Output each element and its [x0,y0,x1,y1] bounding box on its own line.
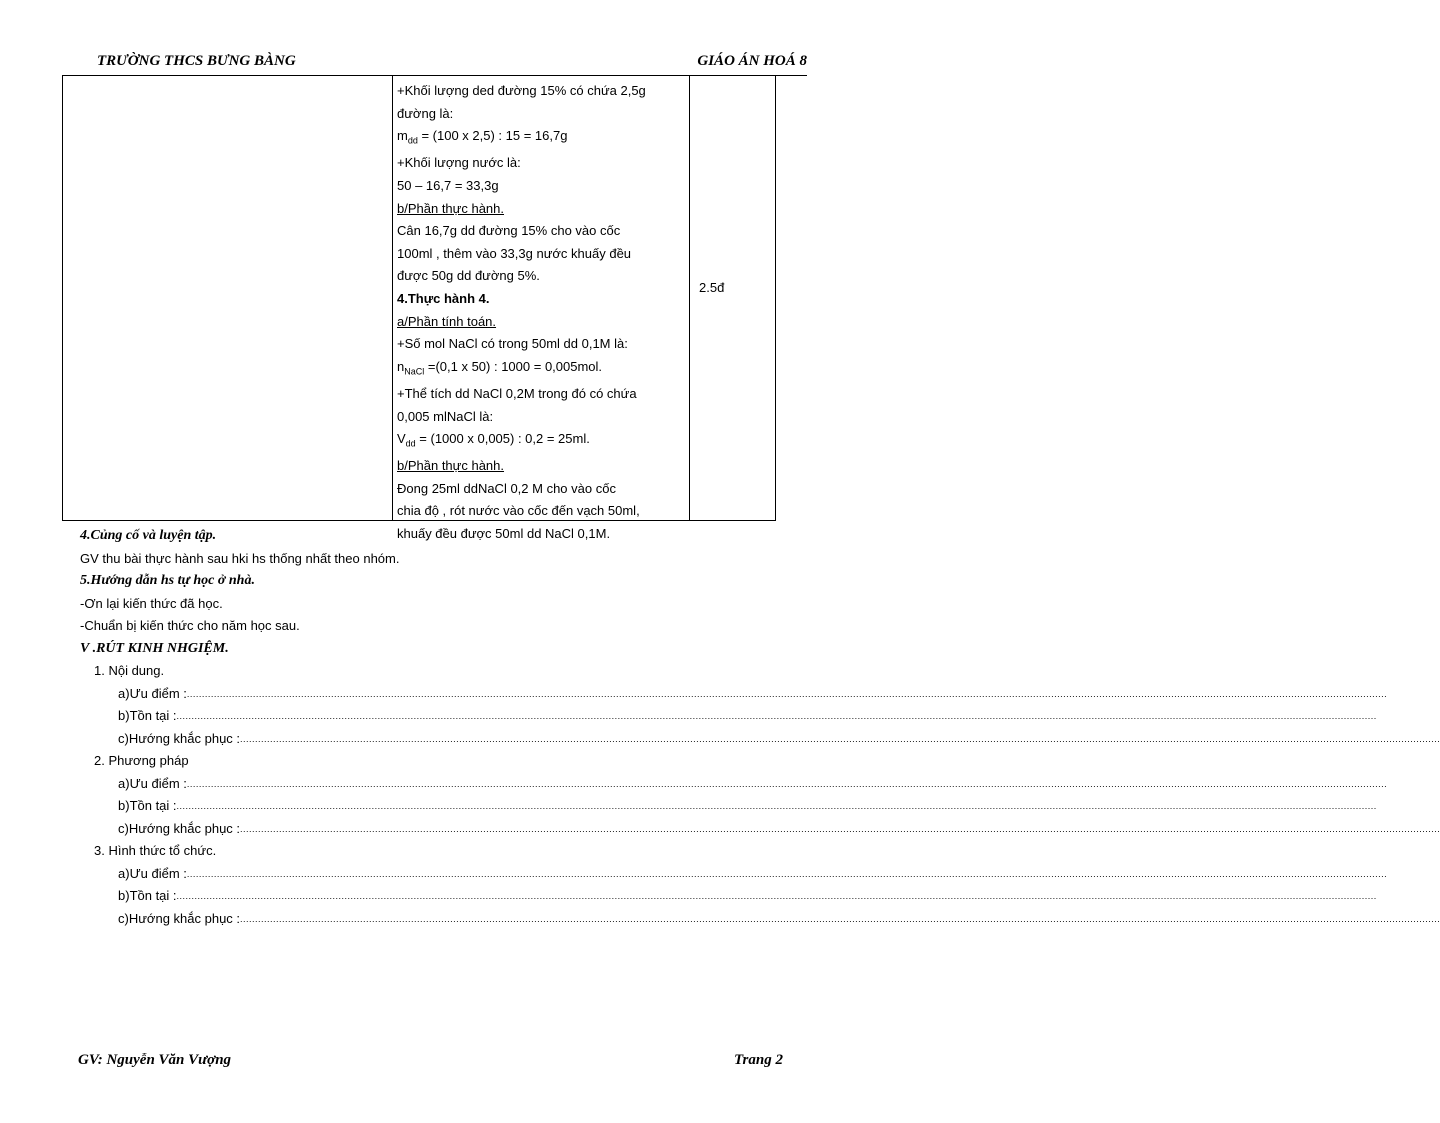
review-item [80,885,1377,908]
review-item [80,795,1377,818]
table-border-right [775,76,776,521]
review-item-label: c) [118,730,129,746]
table-divider-1 [392,76,393,521]
fill-in-dots[interactable]: ................................................................................................................................................................................................................................................................................................................................................................................................................ [240,733,1440,744]
fill-in-dots[interactable]: ................................................................................................................................................................................................................................................................................................................................................................................................................ [176,891,1377,901]
text-line: Đong 25ml ddNaCl 0,2 M cho vào cốc [397,480,616,496]
review-item-label: a) [118,685,130,701]
review-item-label: b) [118,798,130,813]
text-line: chia độ , rót nước vào cốc đến vạch 50ml, [397,503,640,519]
fill-in-dots[interactable]: ................................................................................................................................................................................................................................................................................................................................................................................................................ [186,778,1388,789]
fill-in-dots[interactable]: ................................................................................................................................................................................................................................................................................................................................................................................................................ [176,711,1377,721]
text-line: được 50g dd đường 5%. [397,268,540,284]
section-4-text: GV thu bài thực hành sau hki hs thống nhất theo nhóm. [80,550,400,566]
review-item-text: Hướng khắc phục : [128,910,241,926]
text-line: +Khối lượng nước là: [397,155,521,171]
subheading: b/Phần thực hành. [397,458,505,474]
review-item [80,773,1388,796]
text-line: +Thể tích dd NaCl 0,2M trong đó có chứa [397,385,637,401]
teacher-name: GV: Nguyễn Văn Vượng [78,1052,232,1068]
review-item-text: Hướng khắc phục : [128,730,241,746]
lesson-body [80,525,1440,930]
section-5-item: -Chuẩn bị kiến thức cho năm học sau. [80,618,300,633]
formula-line: $V_{dd} = (1000$ x 0,005) : 0,2 = 25ml. [397,431,590,449]
section-5-heading: 5.Hướng dẫn hs tự học ở nhà. [80,573,255,588]
review-list [80,660,1440,930]
fill-in-dots[interactable]: ................................................................................................................................................................................................................................................................................................................................................................................................................ [240,913,1440,924]
review-group-title: 3. Hình thức tổ chức. [94,843,217,858]
table-divider-2 [689,76,690,521]
text-line: +Số mol NaCl có trong 50ml dd 0,1M là: [397,336,628,352]
review-group-title: 1. Nội dung. [94,663,165,678]
text-line: 100ml , thêm vào 33,3g nước khuấy đều [397,245,632,261]
score-value: 2.5đ [699,280,725,295]
page-number: Trang 2 [733,1052,783,1068]
text-line: Cân 16,7g dd đường 15% cho vào cốc [397,223,621,239]
text-line: +Khối lượng ded đường 15% có chứa 2,5g [397,83,646,98]
review-item-label: b) [118,708,130,723]
fill-in-dots[interactable]: ................................................................................................................................................................................................................................................................................................................................................................................................................ [176,801,1377,811]
review-item-text: Ưu điểm : [129,775,187,791]
review-item [80,683,1388,706]
section-6-heading: V .RÚT KINH NHGIỆM. [80,640,229,656]
text-line: 50 – 16,7 = 33,3g [397,177,499,193]
text-line: 0,005 mlNaCl là: [397,408,494,424]
section-4-heading: 4.Củng cố và luyện tập. [80,528,217,543]
school-name: TRƯỜNG THCS BƯNG BÀNG [97,53,296,69]
fill-in-dots[interactable]: ................................................................................................................................................................................................................................................................................................................................................................................................................ [186,688,1388,699]
review-group-title: 2. Phương pháp [94,753,189,768]
text-line: khuấy đều được 50ml dd NaCl 0,1M. [397,526,611,542]
review-item [80,818,1440,841]
review-item-label: c) [118,910,129,926]
review-item [80,908,1440,931]
review-item-text: Tồn tại : [129,888,177,903]
review-item-text: Hướng khắc phục : [128,820,241,836]
formula-line: $n_{NaCl} =(0,1$ x 50) : 1000 = 0,005mol. [397,358,603,377]
review-item-label: c) [118,820,129,836]
subheading: b/Phần thực hành. [397,200,505,216]
activity-cell [397,80,687,546]
review-item-text: Ưu điểm : [129,865,187,881]
review-item-label: a) [118,865,130,881]
text-line: đường là: [397,105,454,121]
page-header [97,53,807,75]
review-item [80,705,1377,728]
review-item-label: b) [118,888,130,903]
review-item [80,863,1388,886]
subject-title: GIÁO ÁN HOÁ 8 [697,53,807,69]
formula-line: $m_{dd} = (100$ x 2,5) : 15 = 16,7g [397,128,568,146]
fill-in-dots[interactable]: ................................................................................................................................................................................................................................................................................................................................................................................................................ [186,868,1388,879]
review-item [80,728,1440,751]
subheading: a/Phần tính toán. [397,313,497,329]
page-footer [78,1052,783,1069]
section-5-item: -Ơn lại kiến thức đã học. [80,595,223,611]
review-item-text: Ưu điểm : [129,685,187,701]
review-item-text: Tồn tại : [129,708,177,723]
section-title: 4.Thực hành 4. [397,290,490,306]
table-border-left [62,76,63,521]
review-item-text: Tồn tại : [129,798,177,813]
review-item-label: a) [118,775,130,791]
fill-in-dots[interactable]: ................................................................................................................................................................................................................................................................................................................................................................................................................ [240,823,1440,834]
